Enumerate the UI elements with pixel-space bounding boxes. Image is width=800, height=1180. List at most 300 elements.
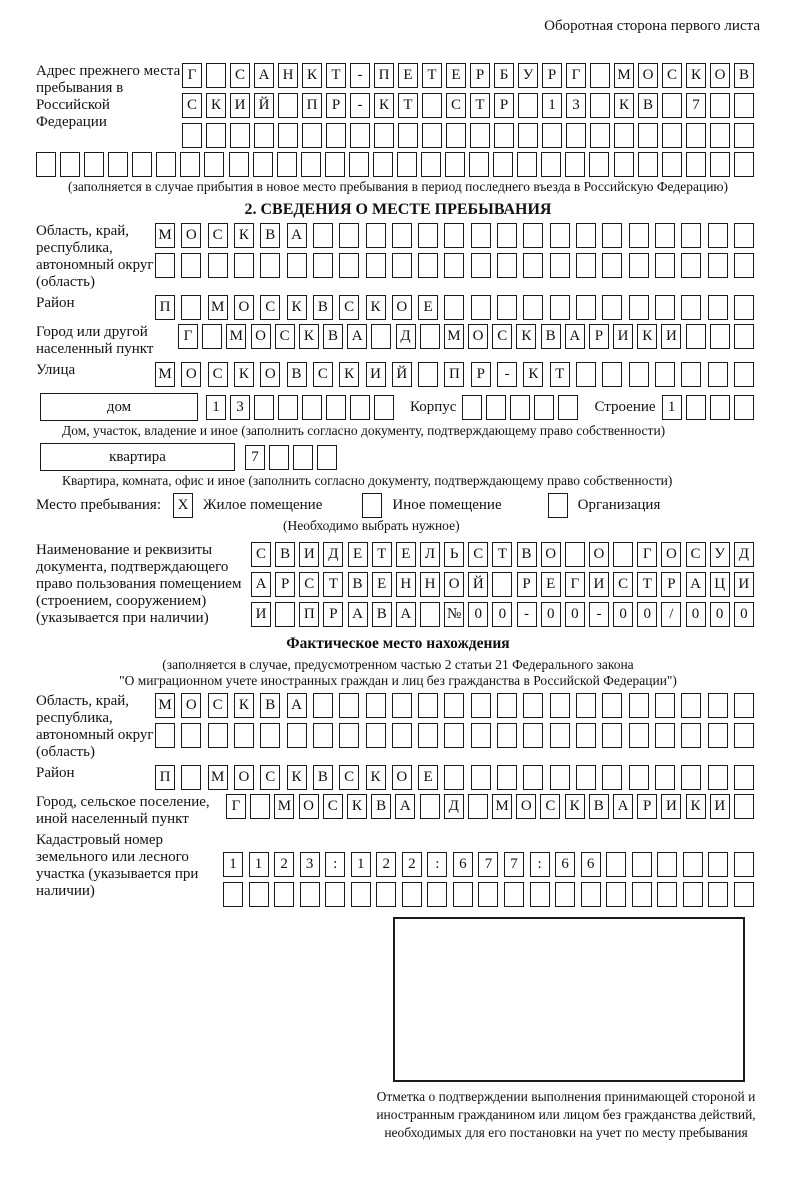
char-cell[interactable]: П	[444, 362, 464, 387]
char-cell[interactable]	[734, 93, 754, 118]
char-cell[interactable]	[468, 794, 488, 819]
char-cell[interactable]	[427, 882, 447, 907]
char-cell[interactable]: С	[339, 295, 359, 320]
char-cell[interactable]	[339, 723, 359, 748]
char-cell[interactable]	[275, 602, 295, 627]
char-cell[interactable]: Р	[323, 602, 343, 627]
char-cell[interactable]	[734, 362, 754, 387]
char-cell[interactable]	[497, 223, 517, 248]
char-cell[interactable]	[302, 395, 322, 420]
char-cell[interactable]: 1	[542, 93, 562, 118]
char-cell[interactable]	[339, 693, 359, 718]
char-cell[interactable]: О	[589, 542, 609, 567]
char-cell[interactable]: М	[155, 362, 175, 387]
char-cell[interactable]	[708, 693, 728, 718]
char-cell[interactable]	[638, 152, 658, 177]
char-cell[interactable]: -	[497, 362, 517, 387]
char-cell[interactable]	[349, 152, 369, 177]
char-cell[interactable]	[734, 723, 754, 748]
char-cell[interactable]	[734, 253, 754, 278]
char-cell[interactable]	[313, 723, 333, 748]
char-cell[interactable]	[471, 723, 491, 748]
char-cell[interactable]: 1	[662, 395, 682, 420]
char-cell[interactable]: К	[287, 295, 307, 320]
checkbox-organizatsiya[interactable]	[548, 493, 568, 518]
char-cell[interactable]	[398, 123, 418, 148]
checkbox-zhiloe[interactable]: X	[173, 493, 193, 518]
char-cell[interactable]	[629, 295, 649, 320]
char-cell[interactable]	[629, 362, 649, 387]
char-cell[interactable]: :	[325, 852, 345, 877]
char-cell[interactable]	[632, 882, 652, 907]
char-cell[interactable]	[313, 253, 333, 278]
char-cell[interactable]	[497, 295, 517, 320]
char-cell[interactable]: К	[366, 765, 386, 790]
char-cell[interactable]: -	[350, 93, 370, 118]
char-cell[interactable]: С	[468, 542, 488, 567]
char-cell[interactable]	[518, 123, 538, 148]
char-cell[interactable]	[156, 152, 176, 177]
char-cell[interactable]: Д	[323, 542, 343, 567]
char-cell[interactable]	[655, 362, 675, 387]
char-cell[interactable]: О	[234, 295, 254, 320]
char-cell[interactable]: В	[287, 362, 307, 387]
char-cell[interactable]	[420, 602, 440, 627]
char-cell[interactable]	[629, 253, 649, 278]
char-cell[interactable]	[734, 223, 754, 248]
char-cell[interactable]	[223, 882, 243, 907]
char-cell[interactable]: В	[275, 542, 295, 567]
char-cell[interactable]: С	[446, 93, 466, 118]
char-cell[interactable]	[662, 152, 682, 177]
char-cell[interactable]: М	[208, 295, 228, 320]
char-cell[interactable]	[629, 723, 649, 748]
char-cell[interactable]	[444, 223, 464, 248]
char-cell[interactable]	[629, 693, 649, 718]
char-cell[interactable]: О	[468, 324, 488, 349]
char-cell[interactable]	[471, 295, 491, 320]
char-cell[interactable]	[301, 152, 321, 177]
char-cell[interactable]	[683, 882, 703, 907]
char-cell[interactable]: Н	[278, 63, 298, 88]
char-cell[interactable]	[686, 324, 706, 349]
char-cell[interactable]: Т	[470, 93, 490, 118]
char-cell[interactable]	[614, 123, 634, 148]
char-cell[interactable]	[710, 324, 730, 349]
char-cell[interactable]	[523, 223, 543, 248]
char-cell[interactable]: Р	[542, 63, 562, 88]
char-cell[interactable]: А	[348, 602, 368, 627]
char-cell[interactable]	[517, 152, 537, 177]
char-cell[interactable]: Е	[418, 295, 438, 320]
char-cell[interactable]	[206, 63, 226, 88]
char-cell[interactable]: А	[396, 602, 416, 627]
char-cell[interactable]: П	[374, 63, 394, 88]
char-cell[interactable]	[655, 253, 675, 278]
char-cell[interactable]	[373, 152, 393, 177]
char-cell[interactable]	[260, 723, 280, 748]
char-cell[interactable]: Р	[637, 794, 657, 819]
char-cell[interactable]	[494, 123, 514, 148]
char-cell[interactable]: К	[565, 794, 585, 819]
char-cell[interactable]: С	[208, 223, 228, 248]
dom-field-box[interactable]: дом	[40, 393, 198, 421]
char-cell[interactable]	[202, 324, 222, 349]
char-cell[interactable]	[444, 765, 464, 790]
char-cell[interactable]	[180, 152, 200, 177]
char-cell[interactable]: Е	[372, 572, 392, 597]
char-cell[interactable]	[462, 395, 482, 420]
char-cell[interactable]	[708, 882, 728, 907]
char-cell[interactable]	[565, 152, 585, 177]
char-cell[interactable]: 0	[710, 602, 730, 627]
char-cell[interactable]	[602, 765, 622, 790]
char-cell[interactable]	[422, 123, 442, 148]
char-cell[interactable]: О	[638, 63, 658, 88]
char-cell[interactable]: О	[299, 794, 319, 819]
char-cell[interactable]	[550, 295, 570, 320]
char-cell[interactable]: М	[155, 223, 175, 248]
char-cell[interactable]	[230, 123, 250, 148]
char-cell[interactable]	[589, 152, 609, 177]
char-cell[interactable]	[550, 223, 570, 248]
char-cell[interactable]	[392, 253, 412, 278]
char-cell[interactable]	[469, 152, 489, 177]
char-cell[interactable]: И	[710, 794, 730, 819]
char-cell[interactable]	[629, 765, 649, 790]
char-cell[interactable]	[734, 324, 754, 349]
char-cell[interactable]: 3	[230, 395, 250, 420]
char-cell[interactable]: 6	[555, 852, 575, 877]
char-cell[interactable]	[278, 93, 298, 118]
char-cell[interactable]: 0	[613, 602, 633, 627]
char-cell[interactable]: Д	[734, 542, 754, 567]
char-cell[interactable]: В	[348, 572, 368, 597]
char-cell[interactable]	[602, 253, 622, 278]
char-cell[interactable]	[523, 693, 543, 718]
char-cell[interactable]	[710, 395, 730, 420]
char-cell[interactable]	[734, 693, 754, 718]
char-cell[interactable]: 6	[453, 852, 473, 877]
char-cell[interactable]: У	[518, 63, 538, 88]
char-cell[interactable]: К	[366, 295, 386, 320]
char-cell[interactable]	[542, 123, 562, 148]
char-cell[interactable]: Т	[326, 63, 346, 88]
char-cell[interactable]	[602, 295, 622, 320]
char-cell[interactable]	[453, 882, 473, 907]
char-cell[interactable]	[657, 852, 677, 877]
char-cell[interactable]	[326, 395, 346, 420]
char-cell[interactable]	[254, 395, 274, 420]
char-cell[interactable]	[302, 123, 322, 148]
char-cell[interactable]	[734, 852, 754, 877]
char-cell[interactable]	[576, 362, 596, 387]
char-cell[interactable]: Е	[348, 542, 368, 567]
char-cell[interactable]: 7	[686, 93, 706, 118]
char-cell[interactable]: М	[274, 794, 294, 819]
char-cell[interactable]	[208, 723, 228, 748]
char-cell[interactable]: 1	[223, 852, 243, 877]
char-cell[interactable]: 2	[274, 852, 294, 877]
char-cell[interactable]: С	[275, 324, 295, 349]
char-cell[interactable]	[710, 123, 730, 148]
char-cell[interactable]	[576, 765, 596, 790]
char-cell[interactable]	[60, 152, 80, 177]
char-cell[interactable]	[550, 693, 570, 718]
char-cell[interactable]: Б	[494, 63, 514, 88]
char-cell[interactable]: 0	[734, 602, 754, 627]
char-cell[interactable]: 2	[376, 852, 396, 877]
char-cell[interactable]	[497, 253, 517, 278]
char-cell[interactable]: 3	[300, 852, 320, 877]
char-cell[interactable]: И	[661, 794, 681, 819]
char-cell[interactable]: А	[613, 794, 633, 819]
char-cell[interactable]	[471, 765, 491, 790]
char-cell[interactable]	[708, 362, 728, 387]
char-cell[interactable]	[366, 693, 386, 718]
char-cell[interactable]: О	[251, 324, 271, 349]
char-cell[interactable]: М	[155, 693, 175, 718]
char-cell[interactable]: 1	[206, 395, 226, 420]
char-cell[interactable]	[250, 794, 270, 819]
char-cell[interactable]: Н	[420, 572, 440, 597]
char-cell[interactable]	[287, 723, 307, 748]
char-cell[interactable]: В	[734, 63, 754, 88]
char-cell[interactable]: К	[347, 794, 367, 819]
char-cell[interactable]: 0	[637, 602, 657, 627]
char-cell[interactable]	[555, 882, 575, 907]
char-cell[interactable]: О	[181, 223, 201, 248]
char-cell[interactable]: 7	[245, 445, 265, 470]
char-cell[interactable]	[606, 852, 626, 877]
char-cell[interactable]: Н	[396, 572, 416, 597]
char-cell[interactable]	[300, 882, 320, 907]
char-cell[interactable]	[418, 723, 438, 748]
char-cell[interactable]	[655, 693, 675, 718]
char-cell[interactable]: О	[541, 542, 561, 567]
char-cell[interactable]: В	[541, 324, 561, 349]
char-cell[interactable]: В	[313, 295, 333, 320]
char-cell[interactable]	[710, 93, 730, 118]
char-cell[interactable]	[339, 223, 359, 248]
char-cell[interactable]: Р	[589, 324, 609, 349]
char-cell[interactable]: И	[613, 324, 633, 349]
char-cell[interactable]: В	[638, 93, 658, 118]
char-cell[interactable]	[155, 723, 175, 748]
char-cell[interactable]	[681, 253, 701, 278]
char-cell[interactable]: О	[392, 295, 412, 320]
char-cell[interactable]: Е	[541, 572, 561, 597]
char-cell[interactable]: С	[182, 93, 202, 118]
char-cell[interactable]	[708, 723, 728, 748]
char-cell[interactable]	[471, 253, 491, 278]
char-cell[interactable]: М	[492, 794, 512, 819]
char-cell[interactable]	[534, 395, 554, 420]
char-cell[interactable]	[350, 395, 370, 420]
char-cell[interactable]	[325, 882, 345, 907]
char-cell[interactable]	[420, 794, 440, 819]
char-cell[interactable]	[339, 253, 359, 278]
char-cell[interactable]: Е	[418, 765, 438, 790]
char-cell[interactable]	[681, 765, 701, 790]
char-cell[interactable]	[629, 223, 649, 248]
char-cell[interactable]	[686, 123, 706, 148]
char-cell[interactable]	[566, 123, 586, 148]
char-cell[interactable]: В	[517, 542, 537, 567]
char-cell[interactable]	[523, 723, 543, 748]
char-cell[interactable]	[590, 93, 610, 118]
char-cell[interactable]: Е	[398, 63, 418, 88]
char-cell[interactable]: 3	[566, 93, 586, 118]
char-cell[interactable]	[371, 324, 391, 349]
char-cell[interactable]	[366, 253, 386, 278]
char-cell[interactable]	[326, 123, 346, 148]
char-cell[interactable]	[422, 93, 442, 118]
char-cell[interactable]: Ь	[444, 542, 464, 567]
char-cell[interactable]: А	[395, 794, 415, 819]
char-cell[interactable]: С	[260, 765, 280, 790]
char-cell[interactable]: Т	[637, 572, 657, 597]
char-cell[interactable]: Р	[517, 572, 537, 597]
char-cell[interactable]: К	[206, 93, 226, 118]
char-cell[interactable]: Й	[468, 572, 488, 597]
char-cell[interactable]	[182, 123, 202, 148]
char-cell[interactable]	[576, 723, 596, 748]
char-cell[interactable]	[497, 693, 517, 718]
char-cell[interactable]: С	[208, 362, 228, 387]
char-cell[interactable]: И	[230, 93, 250, 118]
char-cell[interactable]: К	[234, 223, 254, 248]
char-cell[interactable]: Р	[471, 362, 491, 387]
char-cell[interactable]: К	[339, 362, 359, 387]
char-cell[interactable]	[681, 295, 701, 320]
char-cell[interactable]: К	[686, 794, 706, 819]
char-cell[interactable]	[655, 765, 675, 790]
char-cell[interactable]	[632, 852, 652, 877]
char-cell[interactable]	[366, 223, 386, 248]
char-cell[interactable]	[418, 223, 438, 248]
checkbox-inoe[interactable]	[362, 493, 382, 518]
char-cell[interactable]	[278, 395, 298, 420]
char-cell[interactable]: С	[230, 63, 250, 88]
char-cell[interactable]: Г	[182, 63, 202, 88]
char-cell[interactable]	[710, 152, 730, 177]
char-cell[interactable]: О	[260, 362, 280, 387]
char-cell[interactable]: М	[444, 324, 464, 349]
char-cell[interactable]: О	[710, 63, 730, 88]
char-cell[interactable]: 7	[504, 852, 524, 877]
char-cell[interactable]: Р	[470, 63, 490, 88]
char-cell[interactable]	[274, 882, 294, 907]
char-cell[interactable]	[397, 152, 417, 177]
char-cell[interactable]	[734, 295, 754, 320]
char-cell[interactable]	[681, 362, 701, 387]
char-cell[interactable]	[418, 362, 438, 387]
char-cell[interactable]	[471, 693, 491, 718]
char-cell[interactable]	[181, 723, 201, 748]
char-cell[interactable]: В	[260, 223, 280, 248]
char-cell[interactable]	[418, 693, 438, 718]
char-cell[interactable]: М	[614, 63, 634, 88]
char-cell[interactable]	[550, 253, 570, 278]
char-cell[interactable]: И	[299, 542, 319, 567]
char-cell[interactable]: К	[686, 63, 706, 88]
char-cell[interactable]	[249, 882, 269, 907]
char-cell[interactable]	[254, 123, 274, 148]
char-cell[interactable]	[550, 723, 570, 748]
char-cell[interactable]: Т	[422, 63, 442, 88]
char-cell[interactable]	[181, 765, 201, 790]
char-cell[interactable]: К	[637, 324, 657, 349]
char-cell[interactable]: 6	[581, 852, 601, 877]
char-cell[interactable]	[478, 882, 498, 907]
char-cell[interactable]: Р	[326, 93, 346, 118]
char-cell[interactable]: И	[661, 324, 681, 349]
char-cell[interactable]	[206, 123, 226, 148]
char-cell[interactable]: К	[299, 324, 319, 349]
char-cell[interactable]	[655, 223, 675, 248]
char-cell[interactable]	[278, 123, 298, 148]
char-cell[interactable]: Т	[492, 542, 512, 567]
char-cell[interactable]: О	[516, 794, 536, 819]
char-cell[interactable]	[181, 295, 201, 320]
char-cell[interactable]: С	[613, 572, 633, 597]
char-cell[interactable]	[613, 542, 633, 567]
char-cell[interactable]: А	[254, 63, 274, 88]
char-cell[interactable]	[445, 152, 465, 177]
char-cell[interactable]: Р	[661, 572, 681, 597]
char-cell[interactable]	[681, 223, 701, 248]
char-cell[interactable]: О	[661, 542, 681, 567]
char-cell[interactable]: К	[302, 63, 322, 88]
char-cell[interactable]	[492, 572, 512, 597]
char-cell[interactable]	[313, 693, 333, 718]
kvartira-field-box[interactable]: квартира	[40, 443, 235, 471]
char-cell[interactable]	[576, 253, 596, 278]
char-cell[interactable]: /	[661, 602, 681, 627]
char-cell[interactable]: А	[565, 324, 585, 349]
char-cell[interactable]: 0	[468, 602, 488, 627]
char-cell[interactable]	[523, 295, 543, 320]
char-cell[interactable]: К	[374, 93, 394, 118]
char-cell[interactable]	[734, 152, 754, 177]
char-cell[interactable]: П	[302, 93, 322, 118]
char-cell[interactable]	[229, 152, 249, 177]
char-cell[interactable]: -	[589, 602, 609, 627]
char-cell[interactable]: В	[371, 794, 391, 819]
char-cell[interactable]: И	[589, 572, 609, 597]
char-cell[interactable]: А	[686, 572, 706, 597]
char-cell[interactable]	[523, 253, 543, 278]
char-cell[interactable]	[350, 123, 370, 148]
char-cell[interactable]: И	[251, 602, 271, 627]
char-cell[interactable]: С	[313, 362, 333, 387]
char-cell[interactable]: Т	[398, 93, 418, 118]
char-cell[interactable]	[471, 223, 491, 248]
char-cell[interactable]	[541, 152, 561, 177]
char-cell[interactable]: Г	[565, 572, 585, 597]
char-cell[interactable]	[681, 723, 701, 748]
char-cell[interactable]: М	[208, 765, 228, 790]
char-cell[interactable]: С	[251, 542, 271, 567]
char-cell[interactable]	[708, 852, 728, 877]
char-cell[interactable]	[590, 63, 610, 88]
char-cell[interactable]	[470, 123, 490, 148]
char-cell[interactable]: 2	[402, 852, 422, 877]
char-cell[interactable]	[708, 295, 728, 320]
char-cell[interactable]	[269, 445, 289, 470]
char-cell[interactable]	[576, 223, 596, 248]
